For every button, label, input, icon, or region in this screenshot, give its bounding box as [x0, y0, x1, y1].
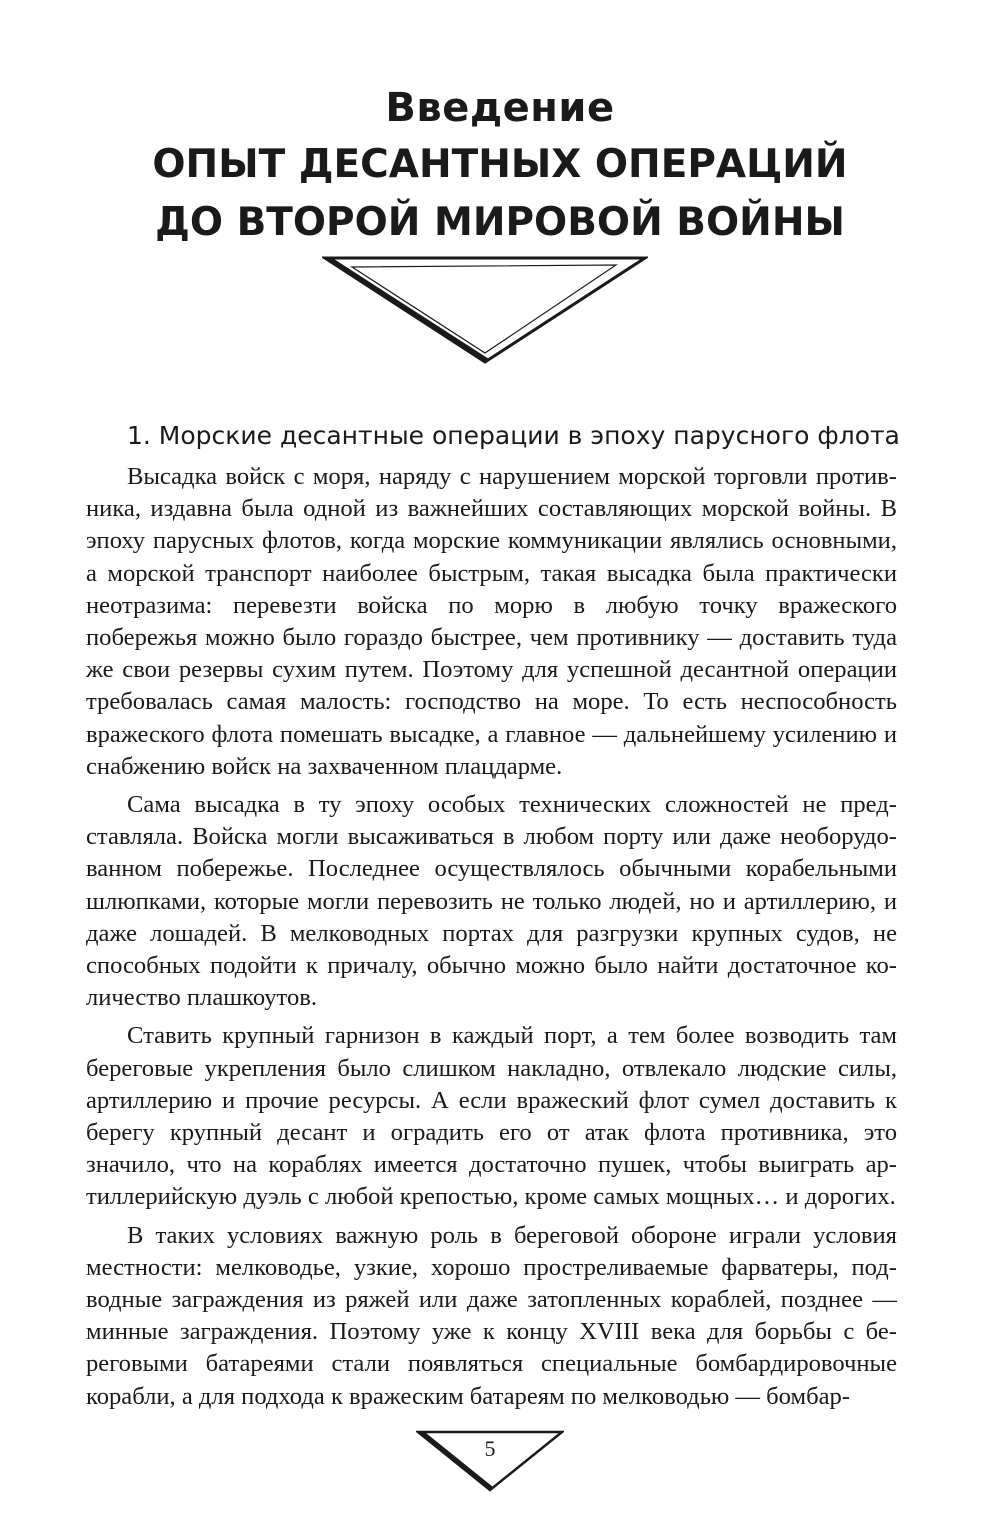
page-number: 5: [484, 1436, 496, 1461]
page-footer: [416, 1428, 564, 1494]
down-triangle-icon: [322, 254, 648, 368]
chapter-label: Введение: [385, 85, 615, 131]
paragraph: Высадка войск с моря, наряду с нарушением морской торговли противника, издавна была одной из важнейших составляющих морской войны. В эпоху парусных флотов, когда морские коммуникации являлись основными, а морской транспорт наиболее быстрым, такая высадка была практически неотразима: перевезти войска по морю в любую точку вражеского побережья можно было гораздо быстрее, чем противнику — доставить туда же свои резервы сухим путем. Поэтому для успешной десантной операции требовалась самая малость: господство на море. То есть неспособность вражеского флота помешать высадке, а главное — дальнейшему усилению и снабжению войск на захваченном плацдарме.: [86, 463, 897, 780]
section-heading: 1. Морские десантные операции в эпоху парусного флота: [127, 421, 900, 450]
paragraph: Ставить крупный гарнизон в каждый порт, а тем более возводить там береговые укрепления было слишком накладно, отвлекало людские силы, артиллерию и прочие ресурсы. А если вражеский флот сумел доставить к берегу крупный десант и оградить его от атак флота противника, это значило, что на кораблях имеется достаточно пушек, чтобы выиграть артиллерийскую дуэль с любой крепостью, кроме самых мощных… и дорогих.: [86, 1022, 897, 1211]
chapter-title-line: ОПЫТ ДЕСАНТНЫХ ОПЕРАЦИЙ: [152, 142, 848, 187]
chapter-title-line: ДО ВТОРОЙ МИРОВОЙ ВОЙНЫ: [155, 200, 845, 245]
body-text: [86, 461, 897, 1419]
paragraph: В таких условиях важную роль в береговой обороне играли условия местности: мелководье, узкие, хорошо простреливаемые фарватеры, подводные заграждения из ряжей или даже затопленных кораблей, позднее — минные заграждения. Поэтому уже к концу XVIII века для борьбы с береговыми батареями стали появляться специальные бомбардировочные корабли, а для подхода к вражеским батареям по мелководью — бомбар-: [86, 1221, 897, 1410]
chapter-title: [0, 136, 1000, 252]
paragraph: Сама высадка в ту эпоху особых технических сложностей не представляла. Войска могли высаживаться в любом порту или даже необорудованном побережье. Последнее осуществлялось обычными корабельными шлюпками, которые могли перевозить не только людей, но и артиллерию, и даже лошадей. В мелководных портах для разгрузки крупных судов, не способных подойти к причалу, обычно можно было найти достаточное количество плашкоутов.: [86, 791, 897, 1012]
